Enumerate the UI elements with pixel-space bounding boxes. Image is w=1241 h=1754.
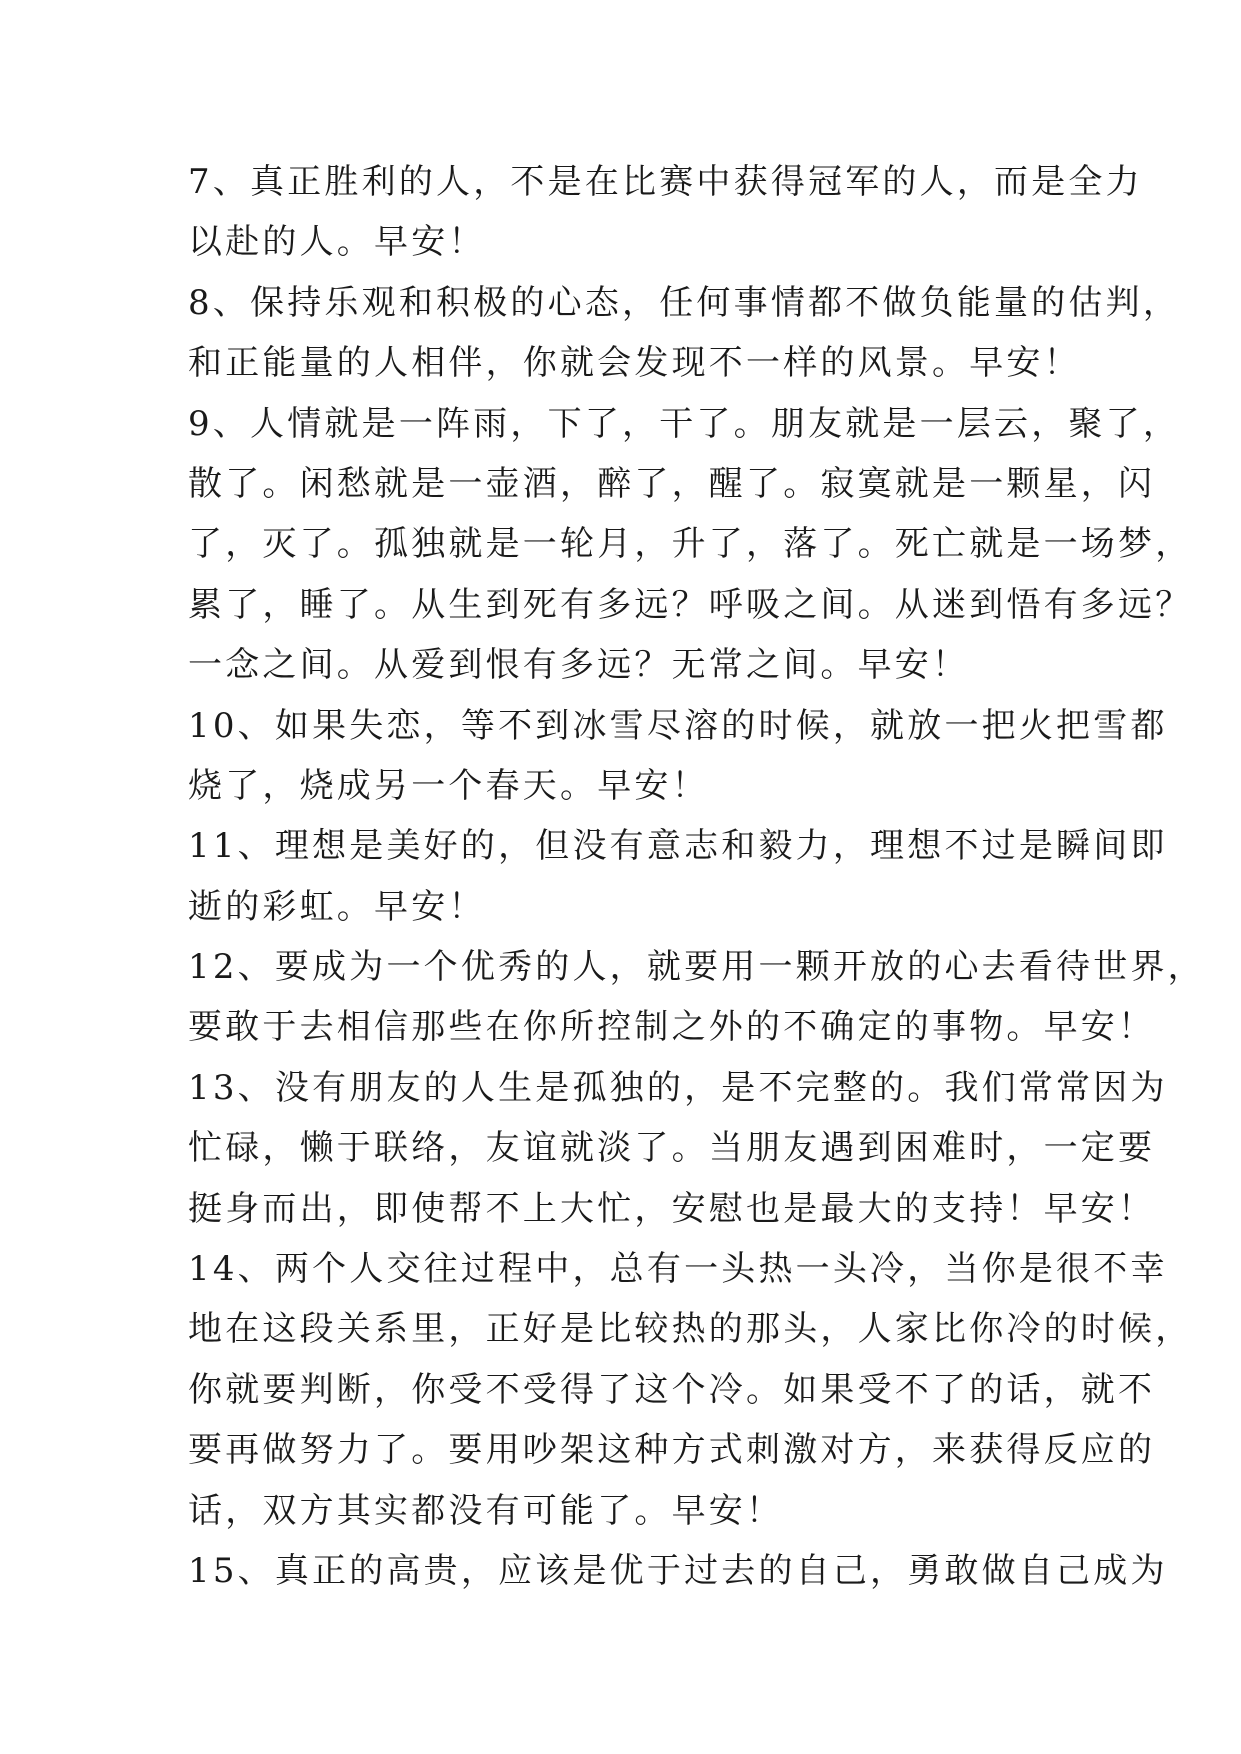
text-line: 14、两个人交往过程中，总有一头热一头冷，当你是很不幸: [188, 1249, 1168, 1290]
text-line: 烧了，烧成另一个春天。早安！: [188, 765, 709, 806]
text-line: 12、要成为一个优秀的人，就要用一颗开放的心去看待世界，: [188, 947, 1205, 988]
text-line: 累了，睡了。从生到死有多远？呼吸之间。从迷到悟有多远？: [188, 584, 1193, 625]
text-line: 要敢于去相信那些在你所控制之外的不确定的事物。早安！: [188, 1007, 1156, 1048]
text-line: 你就要判断，你受不受得了这个冷。如果受不了的话，就不: [188, 1369, 1156, 1410]
text-line: 15、真正的高贵，应该是优于过去的自己，勇敢做自己成为: [188, 1550, 1168, 1591]
text-line: 7、真正胜利的人，不是在比赛中获得冠军的人，而是全力: [188, 162, 1143, 202]
text-line: 10、如果失恋，等不到冰雪尽溶的时候，就放一把火把雪都: [188, 705, 1168, 746]
text-line: 13、没有朋友的人生是孤独的，是不完整的。我们常常因为: [188, 1067, 1168, 1108]
text-line: 了，灭了。孤独就是一轮月，升了，落了。死亡就是一场梦，: [188, 524, 1193, 565]
text-line: 地在这段关系里，正好是比较热的那头，人家比你冷的时候，: [188, 1309, 1193, 1350]
text-line: 8、保持乐观和积极的心态，任何事情都不做负能量的估判，: [188, 282, 1181, 323]
text-line: 一念之间。从爱到恨有多远？无常之间。早安！: [188, 645, 970, 686]
text-line: 散了。闲愁就是一壶酒，醉了，醒了。寂寞就是一颗星，闪: [188, 463, 1156, 504]
text-line: 话，双方其实都没有可能了。早安！: [188, 1490, 784, 1531]
document-body: [188, 152, 1205, 1601]
text-line: 9、人情就是一阵雨，下了，干了。朋友就是一层云，聚了，: [188, 403, 1181, 444]
text-line: 和正能量的人相伴，你就会发现不一样的风景。早安！: [188, 343, 1081, 384]
text-line: 以赴的人。早安！: [188, 222, 486, 263]
text-line: 逝的彩虹。早安！: [188, 886, 486, 927]
text-line: 11、理想是美好的，但没有意志和毅力，理想不过是瞬间即: [188, 826, 1168, 867]
text-line: 忙碌，懒于联络，友谊就淡了。当朋友遇到困难时，一定要: [188, 1128, 1156, 1169]
text-line: 挺身而出，即使帮不上大忙，安慰也是最大的支持！早安！: [188, 1188, 1156, 1229]
text-line: 要再做努力了。要用吵架这种方式刺激对方，来获得反应的: [188, 1430, 1156, 1471]
